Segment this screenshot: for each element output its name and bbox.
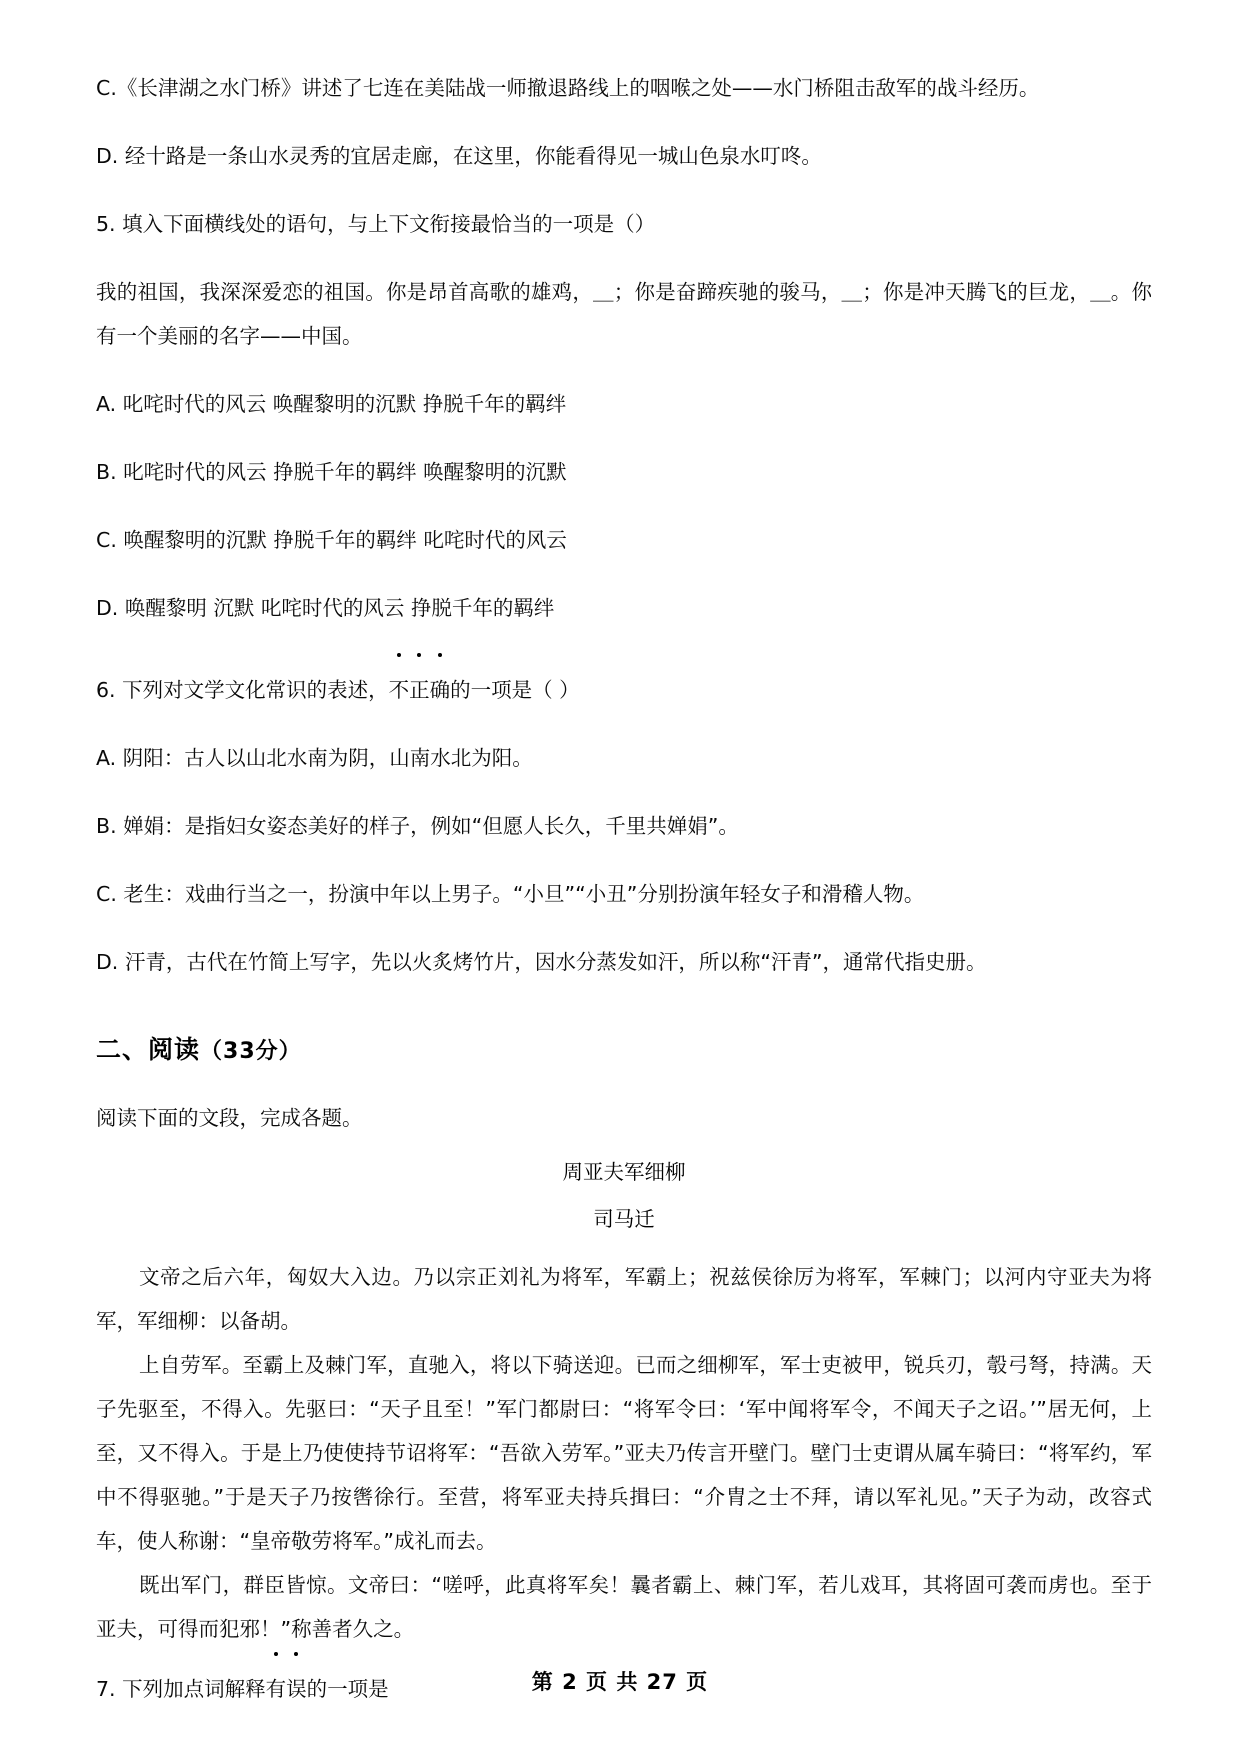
question-5-option-c: C. 唤醒黎明的沉默 挣脱千年的羁绊 叱咤时代的风云 xyxy=(96,528,567,552)
question-7-stem-after: 的一项是 xyxy=(306,1677,389,1701)
page-content xyxy=(96,66,1152,1711)
question-6-option-a: A. 阴阳：古人以山北水南为阴，山南水北为阳。 xyxy=(96,746,533,770)
emphasis-dots-icon xyxy=(266,1652,307,1656)
question-6-option-c: C. 老生：戏曲行当之一，扮演中年以上男子。“小旦”“小丑”分别扮演年轻女子和滑稽人物。 xyxy=(96,882,925,906)
section-2-points: （33分） xyxy=(200,1039,302,1064)
question-5-option-d: D. 唤醒黎明 沉默 叱咤时代的风云 挣脱千年的羁绊 xyxy=(96,596,555,620)
question-6-option-b: B. 婵娟：是指妇女姿态美好的样子，例如“但愿人长久，千里共婵娟”。 xyxy=(96,814,739,838)
question-7-stem-before: 7. 下列加点词解释 xyxy=(96,1677,266,1701)
question-6-emphasis-text: 不正确 xyxy=(388,678,451,702)
page-footer: 第 2 页 共 27 页 xyxy=(531,1670,709,1694)
section-2-instruction: 阅读下面的文段，完成各题。 xyxy=(96,1106,363,1130)
q4-option-c: C.《长津湖之水门桥》讲述了七连在美陆战一师撤退路线上的咽喉之处——水门桥阻击敌军的战斗经历。 xyxy=(96,76,1040,100)
question-5-option-a: A. 叱咤时代的风云 唤醒黎明的沉默 挣脱千年的羁绊 xyxy=(96,392,567,416)
emphasis-dots-icon xyxy=(389,653,451,657)
section-2-heading-text: 二、阅读 xyxy=(96,1035,201,1064)
passage-paragraph-2: 上自劳军。至霸上及棘门军，直驰入，将以下骑送迎。已而之细柳军，军士吏被甲，锐兵刃，彀弓弩，持满。天子先驱至，不得入。先驱曰：“天子且至！”军门都尉曰：“将军令曰：‘军中闻将军令，不闻天子之诏。’”居无何，上至，又不得入。于是上乃使使持节诏将军：“吾欲入劳军。”亚夫乃传言开壁门。壁门士吏谓从属车骑曰：“将军约，军中不得驱驰。”于是天子乃按辔徐行。至营，将军亚夫持兵揖曰：“介胄之士不拜，请以军礼见。”天子为动，改容式车，使人称谢：“皇帝敬劳将军。”成礼而去。 xyxy=(96,1353,1152,1553)
passage-title: 周亚夫军细柳 xyxy=(562,1160,686,1184)
passage-paragraph-1: 文帝之后六年，匈奴大入边。乃以宗正刘礼为将军，军霸上；祝兹侯徐厉为将军，军棘门；以河内守亚夫为将军，军细柳：以备胡。 xyxy=(96,1265,1152,1333)
question-6-stem xyxy=(96,668,1152,712)
question-6-stem-after: 的一项是（ ） xyxy=(450,678,580,702)
q4-option-d: D. 经十路是一条山水灵秀的宜居走廊，在这里，你能看得见一城山色泉水叮咚。 xyxy=(96,144,822,168)
section-2-heading xyxy=(96,1030,1152,1066)
question-5-passage: 我的祖国，我深深爱恋的祖国。你是昂首高歌的雄鸡，＿；你是奋蹄疾驰的骏马，＿；你是冲天腾飞的巨龙，＿。你有一个美丽的名字——中国。 xyxy=(96,280,1152,348)
question-7-emphasis-text: 有误 xyxy=(265,1677,307,1701)
question-5-option-b: B. 叱咤时代的风云 挣脱千年的羁绊 唤醒黎明的沉默 xyxy=(96,460,567,484)
question-6-emphasis xyxy=(389,668,451,712)
question-6-option-d: D. 汗青，古代在竹简上写字，先以火炙烤竹片，因水分蒸发如汗，所以称“汗青”，通常代指史册。 xyxy=(96,950,987,974)
question-6-stem-before: 6. 下列对文学文化常识的表述， xyxy=(96,678,389,702)
passage-paragraph-3: 既出军门，群臣皆惊。文帝曰：“嗟呼，此真将军矣！曩者霸上、棘门军，若儿戏耳，其将固可袭而虏也。至于亚夫，可得而犯邪！”称善者久之。 xyxy=(96,1573,1152,1641)
passage-author: 司马迁 xyxy=(593,1206,655,1231)
question-5-stem: 5. 填入下面横线处的语句，与上下文衔接最恰当的一项是（） xyxy=(96,212,656,236)
